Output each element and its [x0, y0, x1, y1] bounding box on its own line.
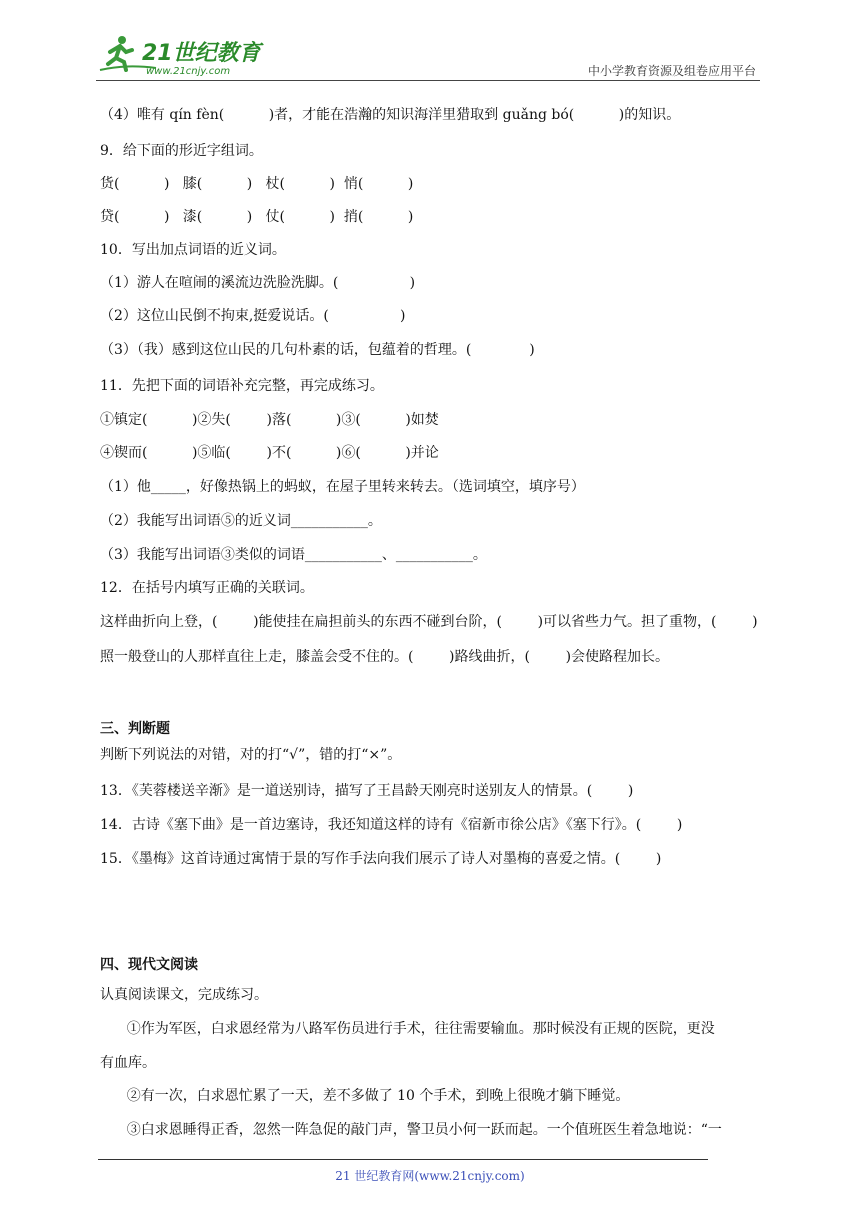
passage-para-1-cont: 有血库。 — [100, 1055, 156, 1071]
question-10-title: 10．写出加点词语的近义词。 — [100, 242, 286, 258]
question-9-row-2: 贷( ) 漆( ) 仗( ) 捎( ) — [100, 209, 414, 225]
question-9-title: 9．给下面的形近字组词。 — [100, 143, 263, 159]
platform-name: 中小学教育资源及组卷应用平台 — [587, 64, 756, 78]
passage-para-2: ②有一次，白求恩忙累了一天，差不多做了 10 个手术，到晚上很晚才躺下睡觉。 — [100, 1088, 630, 1104]
question-12-title: 12．在括号内填写正确的关联词。 — [100, 580, 314, 596]
question-9-row-1: 货( ) 膝( ) 杖( ) 悄( ) — [100, 176, 414, 192]
section-4-instruction: 认真阅读课文，完成练习。 — [100, 987, 268, 1003]
question-11-1: （1）他_____，好像热锅上的蚂蚁，在屋子里转来转去。（选词填空，填序号） — [100, 479, 585, 495]
question-10-2: （2）这位山民倒不拘束,挺爱说话。( ) — [100, 308, 406, 324]
header-divider — [96, 80, 760, 81]
question-13: 13．《芙蓉楼送辛渐》是一道送别诗，描写了王昌龄天刚亮时送别友人的情景。( ) — [100, 783, 634, 799]
question-10-1: （1）游人在喧闹的溪流边洗脸洗脚。( ) — [100, 275, 416, 291]
question-8-4: （4）唯有 qín fèn( )者，才能在浩瀚的知识海洋里猎取到 guǎng bó( )的知识。 — [100, 107, 681, 123]
section-3-instruction: 判断下列说法的对错，对的打“√”，错的打“×”。 — [100, 747, 402, 763]
passage-para-3: ③白求恩睡得正香，忽然一阵急促的敲门声，警卫员小何一跃而起。一个值班医生着急地说：“一 — [100, 1122, 722, 1138]
svg-text:www.21cnjy.com: www.21cnjy.com — [146, 66, 231, 77]
question-11-3: （3）我能写出词语③类似的词语___________、___________。 — [100, 547, 487, 563]
question-11-title: 11．先把下面的词语补充完整，再完成练习。 — [100, 378, 384, 394]
question-11-2: （2）我能写出词语⑤的近义词___________。 — [100, 513, 382, 529]
footer-divider — [98, 1159, 708, 1160]
passage-para-1: ①作为军医，白求恩经常为八路军伤员进行手术，往往需要输血。那时候没有正规的医院，更没 — [100, 1021, 715, 1037]
svg-text:21世纪教育: 21世纪教育 — [142, 41, 261, 66]
question-15: 15．《墨梅》这首诗通过寓情于景的写作手法向我们展示了诗人对墨梅的喜爱之情。( ) — [100, 851, 662, 867]
question-12-text-1: 这样曲折向上登，( )能使挂在扁担前头的东西不碰到台阶，( )可以省些力气。担了重物，( ) — [100, 614, 758, 630]
site-logo — [96, 30, 266, 80]
question-14: 14．古诗《塞下曲》是一首边塞诗，我还知道这样的诗有《宿新市徐公店》《塞下行》。( ) — [100, 817, 683, 833]
section-3-heading: 三、判断题 — [100, 721, 170, 737]
section-4-heading: 四、现代文阅读 — [100, 957, 198, 973]
question-12-text-2: 照一般登山的人那样直往上走，膝盖会受不住的。( )路线曲折，( )会使路程加长。 — [100, 649, 670, 665]
question-11-words-1: ①镇定( )②失( )落( )③( )如焚 — [100, 412, 439, 428]
question-10-3: （3）（我）感到这位山民的几句朴素的话，包蕴着的哲理。( ) — [100, 342, 535, 358]
question-11-words-2: ④锲而( )⑤临( )不( )⑥( )并论 — [100, 445, 439, 461]
footer-site: 21 世纪教育网(www.21cnjy.com) — [335, 1169, 525, 1183]
